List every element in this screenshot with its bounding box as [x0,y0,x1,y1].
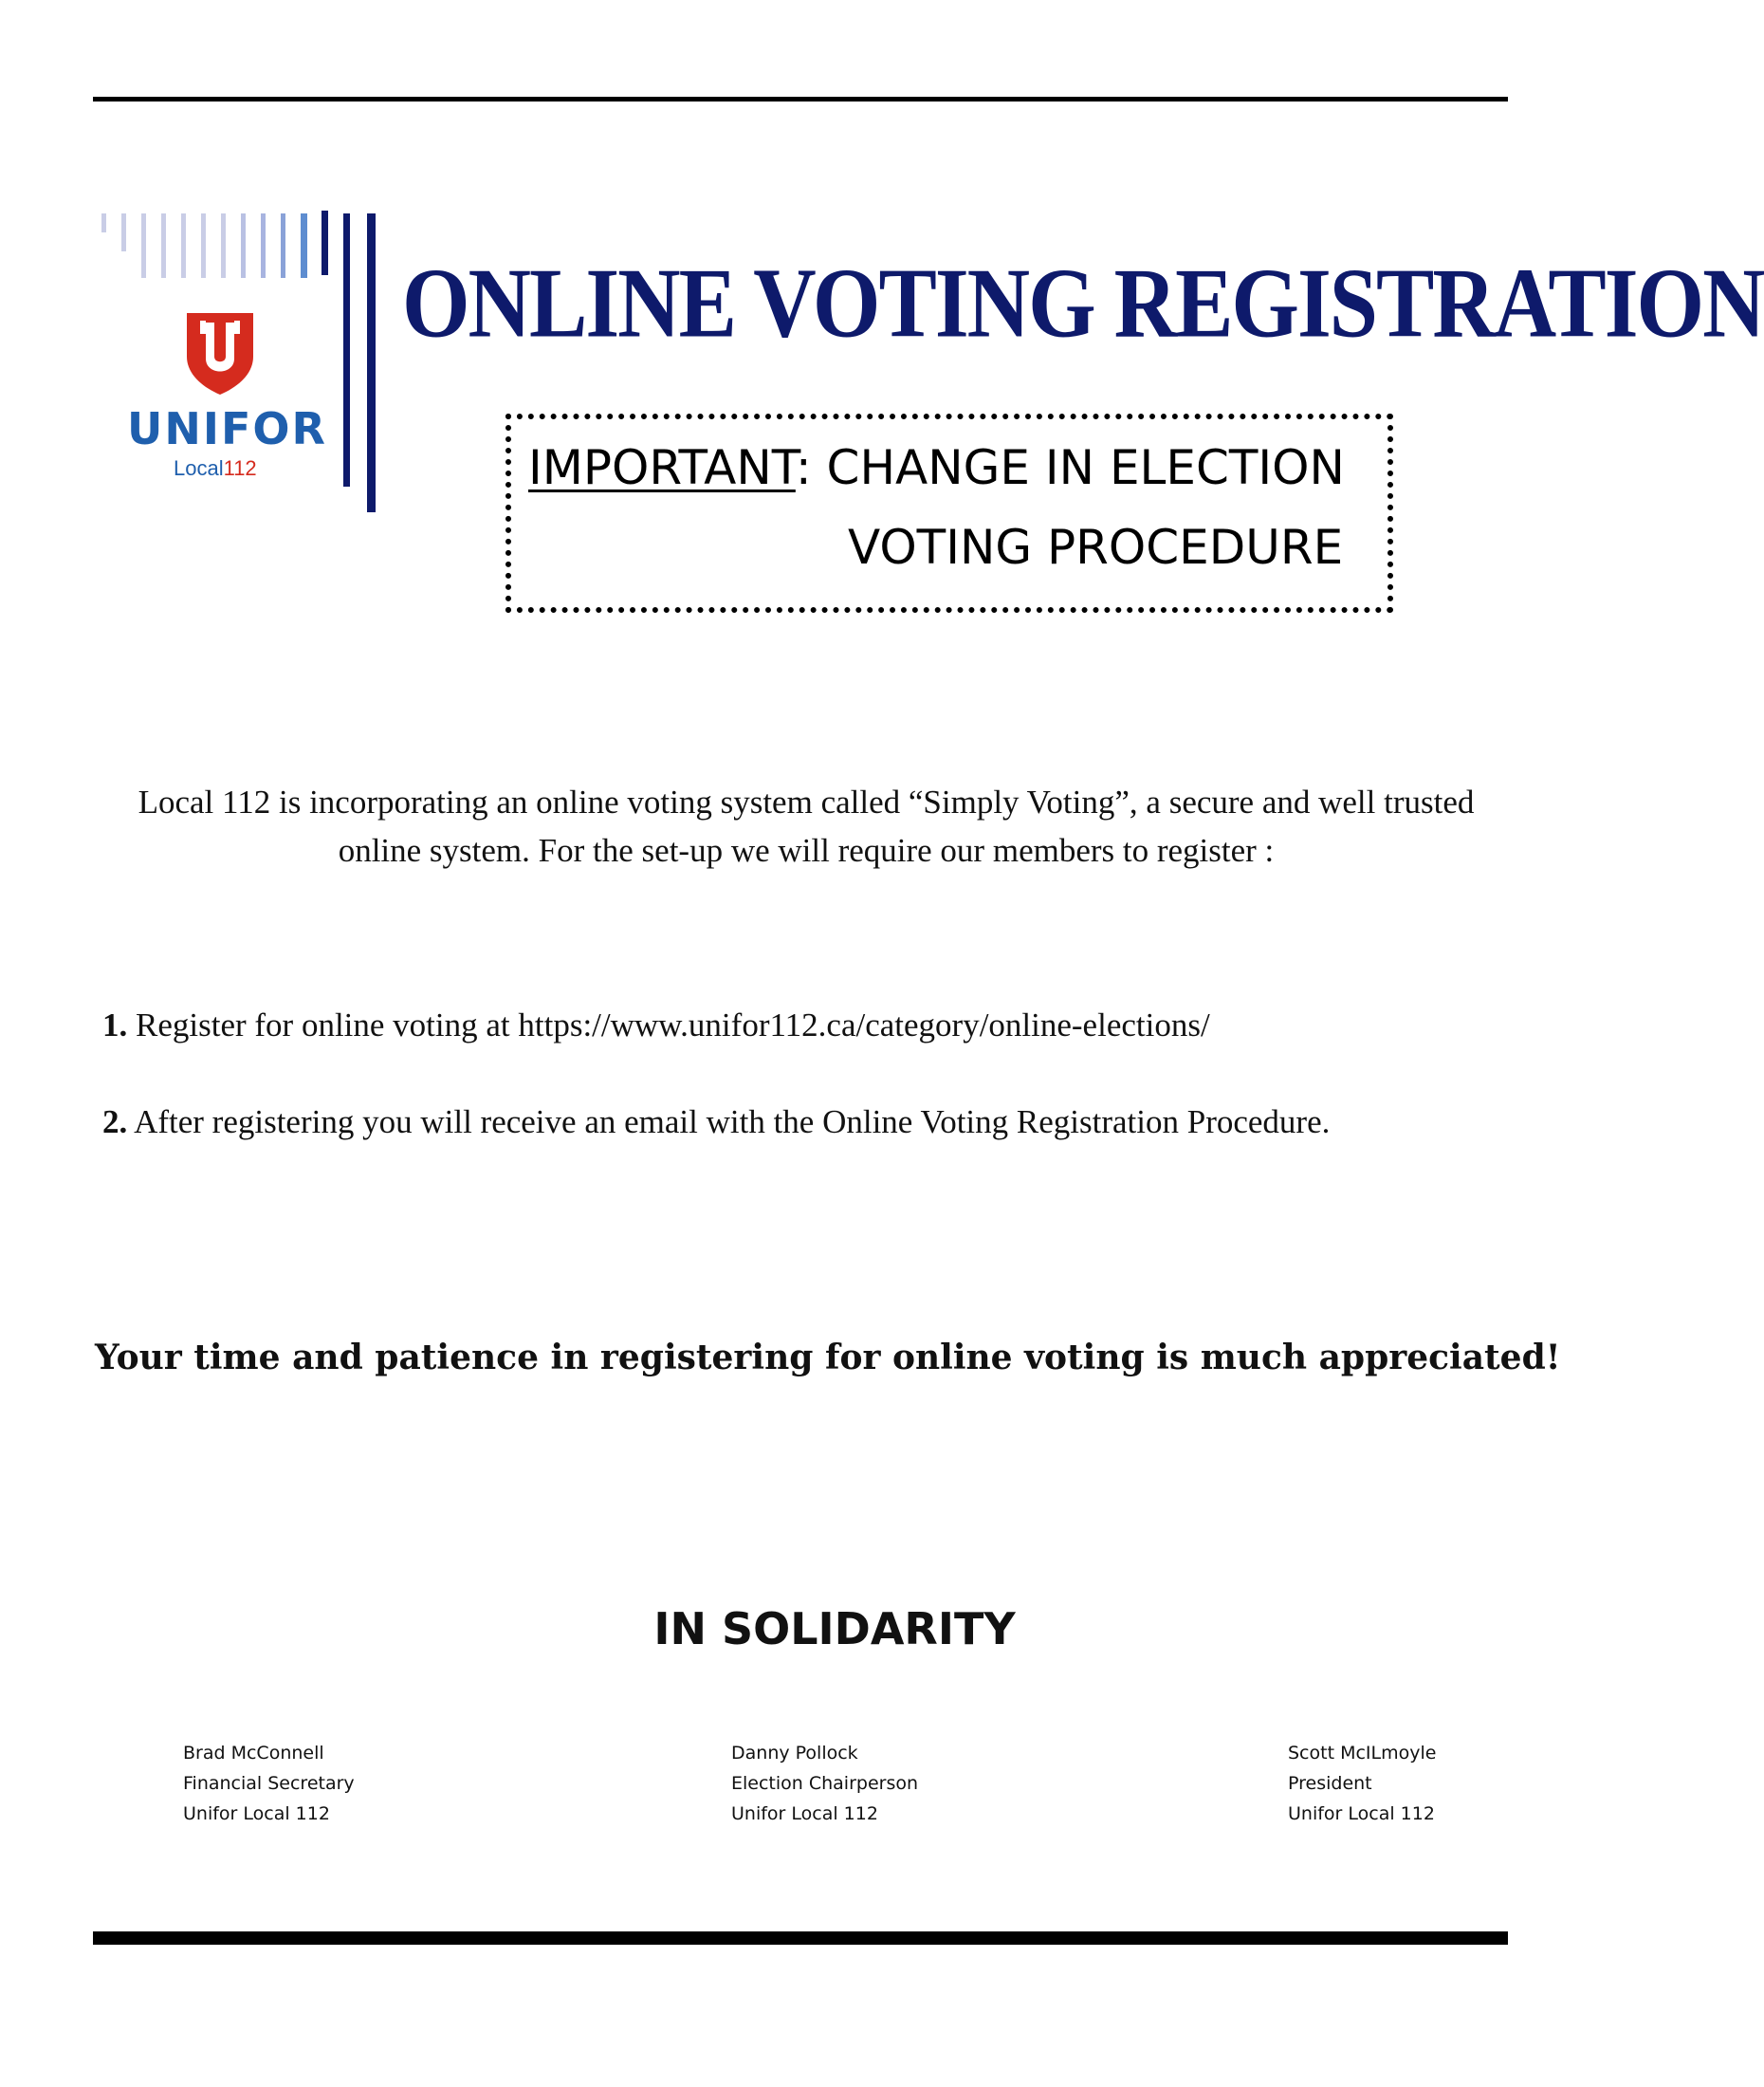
local-label: Local112 [174,456,257,480]
unifor-wordmark: UNIFOR [127,403,327,454]
important-label: IMPORTANT [528,440,796,495]
signer-name: Scott McILmoyle [1288,1743,1437,1764]
top-rule [93,97,1508,102]
signer-name: Brad McConnell [183,1743,324,1764]
step-text: Register for online voting at https://www.unifor112.ca/category/online-elections/ [136,1007,1210,1044]
signature-block [183,1738,355,1829]
notice-line-1: IMPORTANT: CHANGE IN ELECTION [528,440,1345,495]
signature-block [731,1738,918,1829]
signer-name: Danny Pollock [731,1743,858,1764]
signer-title: Election Chairperson [731,1773,919,1794]
signer-org: Unifor Local 112 [1288,1803,1435,1824]
signer-title: Financial Secretary [183,1773,355,1794]
logo-shield [187,313,253,395]
intro-paragraph: Local 112 is incorporating an online voting system called “Simply Voting”, a secure and well trusted online system. For the set-up we will require our members to register : [138,784,1475,869]
notice-line-2: VOTING PROCEDURE [848,520,1344,575]
signer-title: President [1288,1773,1372,1794]
step-number: 1. [102,1007,128,1044]
bottom-rule [93,1931,1508,1945]
signer-org: Unifor Local 112 [731,1803,878,1824]
important-notice-box [505,414,1393,613]
page-title: ONLINE VOTING REGISTRATION [402,247,1764,359]
step-number: 2. [102,1103,128,1140]
step-text: After registering you will receive an email with the Online Voting Registration Procedure. [134,1103,1331,1140]
signer-org: Unifor Local 112 [183,1803,330,1824]
step-1 [102,1001,1525,1049]
thank-you-message: Your time and patience in registering for online voting is much appreciated! [95,1338,1561,1377]
step-2 [102,1098,1525,1146]
signature-block [1288,1738,1436,1829]
closing-heading: IN SOLIDARITY [653,1603,1016,1654]
